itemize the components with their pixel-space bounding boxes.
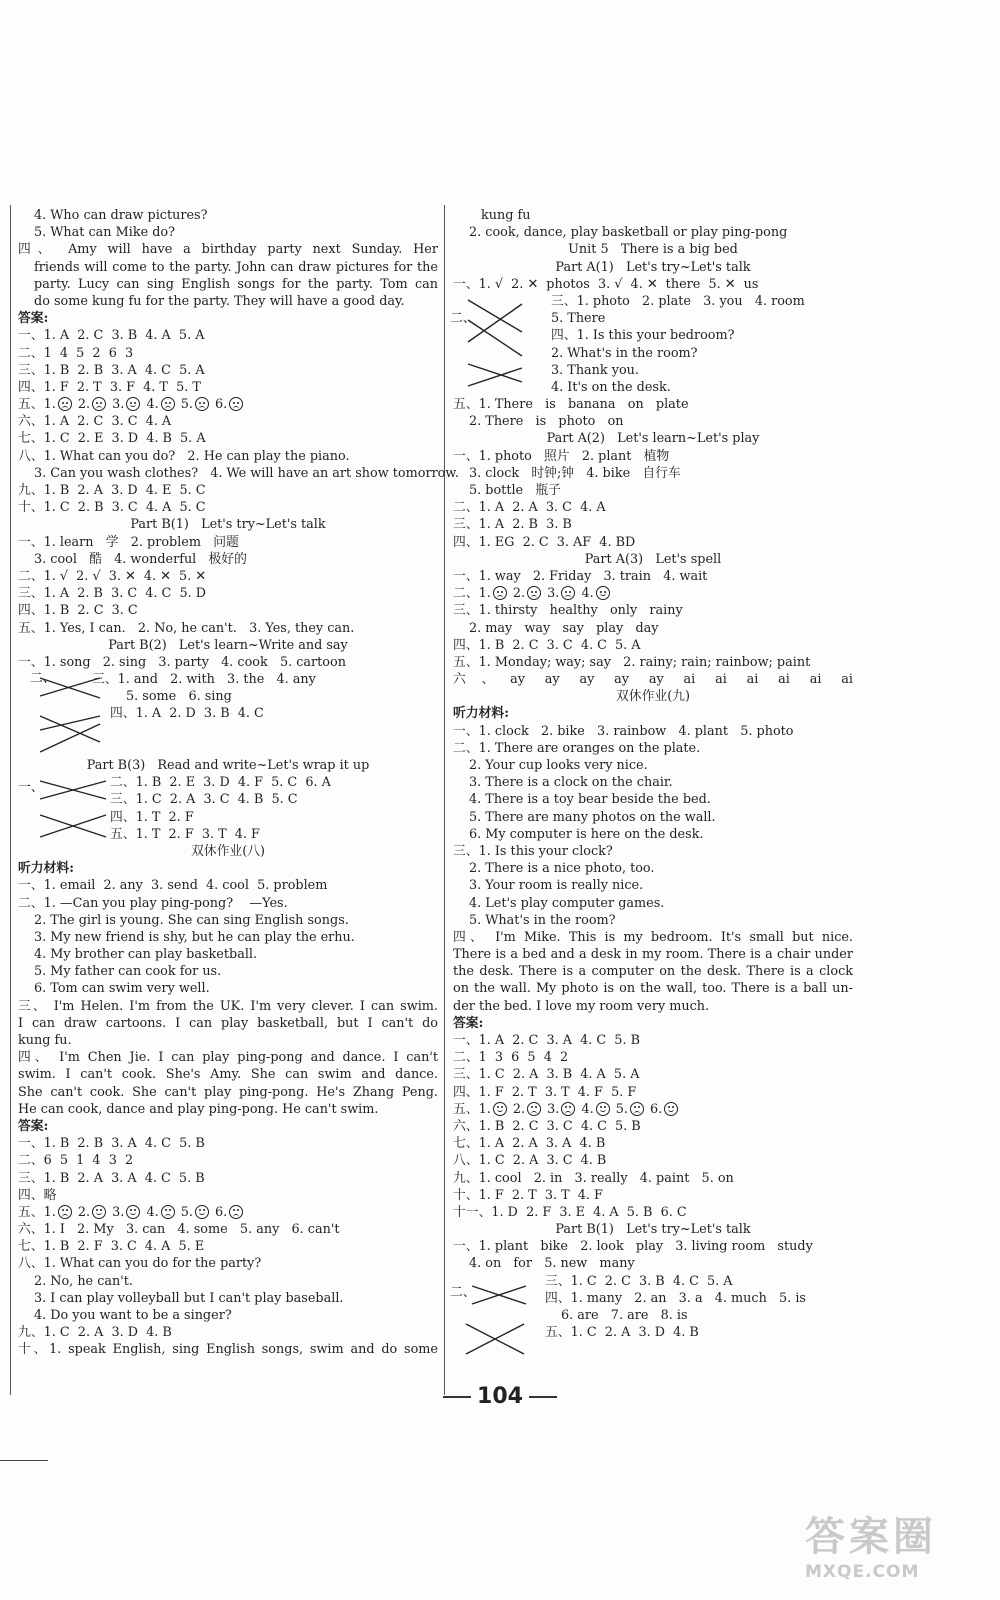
answer-line: 一、1. learn 学 2. problem 问题 — [18, 534, 239, 550]
answer-line: 一、1. A 2. C 3. B 4. A 5. A — [18, 328, 205, 344]
answer-line: 五、1. Yes, I can. 2. No, he can't. 3. Yes, they can. — [18, 620, 355, 636]
answer-line: der the bed. I love my room very much. — [453, 998, 710, 1014]
answer-line: 6. My computer is here on the desk. — [469, 826, 704, 842]
sad-face-icon — [561, 1102, 575, 1116]
answer-text: 3. — [108, 1204, 125, 1220]
answer-line: 三、 I'm Helen. I'm from the UK. I'm very clever. I can swim. — [18, 998, 438, 1014]
answer-text: 4. — [577, 1101, 594, 1117]
answer-line: 一、1. A 2. C 3. A 4. C 5. B — [453, 1033, 640, 1048]
answer-line: 5. What can Mike do? — [34, 225, 175, 241]
answer-line: do some kung fu for the party. They will have a good day. — [34, 293, 405, 309]
answer-line: 5. bottle 瓶子 — [469, 483, 561, 498]
watermark-logo — [805, 1505, 990, 1593]
answer-line: 三、1. A 2. B 3. B — [453, 517, 572, 533]
answer-line: 二、1. —Can you play ping-pong? —Yes. — [18, 895, 288, 911]
answer-line: 十、1. F 2. T 3. T 4. F — [453, 1187, 603, 1203]
answer-text: 2. — [508, 586, 526, 602]
answer-line: 4. There is a toy bear beside the bed. — [469, 792, 711, 808]
answer-line: 双休作业(九) — [616, 689, 690, 705]
answer-text: 3. — [543, 586, 560, 602]
answer-text: 5. — [176, 397, 193, 413]
smiley-face-icon — [195, 1205, 209, 1219]
answer-line: 2. may way say play day — [469, 620, 659, 636]
smiley-face-icon — [596, 586, 610, 600]
answer-line: 一、1. photo 照片 2. plant 植物 — [453, 448, 670, 464]
answer-line: 3. clock 时钟;钟 4. bike 自行车 — [469, 465, 681, 481]
answer-line: 六、1. A 2. C 3. C 4. A — [18, 414, 172, 430]
answer-line: 5. There — [551, 311, 606, 327]
answer-line: He can cook, dance and play ping-pong. He can't swim. — [18, 1101, 379, 1117]
answer-line: 二、1. There are oranges on the plate. — [453, 740, 701, 756]
sad-face-icon — [92, 397, 106, 411]
matching-lines-left-b3 — [18, 775, 113, 845]
answer-line: 七、1. B 2. F 3. C 4. A 5. E — [18, 1239, 205, 1255]
answer-line: 二、1. A 2. A 3. C 4. A — [453, 500, 606, 516]
answer-line: 二、1 3 6 5 4 2 — [453, 1050, 569, 1066]
sad-face-icon — [58, 1205, 72, 1219]
answer-line: 四、1. B 2. C 3. C — [18, 603, 138, 619]
answer-line: 四、1. Is this your bedroom? — [551, 328, 735, 344]
answer-line: 四、1. many 2. an 3. a 4. much 5. is — [545, 1290, 806, 1306]
answer-text: 4. — [142, 1204, 159, 1220]
answer-line: 六、ay ay ay ay ay ai ai ai ai ai ai — [453, 672, 853, 688]
answer-line: 6. are 7. are 8. is — [561, 1308, 688, 1323]
answer-line: 四、略 — [18, 1187, 57, 1203]
answer-line: 3. I can play volleyball but I can't play baseball. — [34, 1290, 344, 1306]
answer-line: 三、1. and 2. with 3. the 4. any — [92, 672, 316, 688]
answer-line: 2. There is a nice photo, too. — [469, 861, 655, 877]
sad-face-icon — [527, 1102, 541, 1116]
answer-line: 四、1. F 2. T 3. F 4. T 5. T — [18, 379, 201, 395]
answer-line: Part A(3) Let's spell — [584, 551, 722, 567]
answer-line: 五、1. Monday; way; say 2. rainy; rain; rainbow; paint — [453, 654, 811, 670]
answer-line — [453, 1101, 853, 1118]
answer-line: 四、1. F 2. T 3. T 4. F 5. F — [453, 1084, 637, 1100]
matching-lines-right-a1 — [450, 290, 530, 400]
sad-face-icon — [229, 397, 243, 411]
watermark-mark: 答案圈 — [805, 1514, 937, 1560]
answer-text: 2. — [73, 1204, 91, 1220]
answer-line: kung fu. — [18, 1033, 72, 1048]
answer-line: 答案: — [18, 311, 49, 327]
answer-line: 4. Let's play computer games. — [469, 895, 665, 911]
answer-line: 三、1. C 2. A 3. B 4. A 5. A — [453, 1067, 640, 1083]
answer-line — [18, 396, 438, 413]
answer-text: 2. — [73, 397, 91, 413]
answer-text: 4. — [577, 586, 594, 602]
answer-line: 七、1. A 2. A 3. A 4. B — [453, 1136, 606, 1152]
answer-line: 一、1. plant bike 2. look play 3. living room study — [453, 1239, 813, 1255]
answer-line: 一、1. way 2. Friday 3. train 4. wait — [453, 568, 708, 584]
answer-line: 十、1. speak English, sing English songs, swim and do some — [18, 1342, 438, 1358]
answer-line: 2. No, he can't. — [34, 1273, 133, 1289]
answer-line: 九、1. B 2. A 3. D 4. E 5. C — [18, 483, 206, 498]
answer-line: the desk. There is a computer on the desk. There is a clock — [453, 964, 853, 980]
smiley-face-icon — [664, 1102, 678, 1116]
answer-line: 2. cook, dance, play basketball or play ping-pong — [469, 225, 788, 241]
answer-line: 八、1. What can you do? 2. He can play the piano. — [18, 448, 350, 464]
sad-face-icon — [229, 1205, 243, 1219]
answer-text: 5. — [176, 1204, 193, 1220]
answer-text: 4. — [142, 397, 159, 413]
answer-line: 5. There are many photos on the wall. — [469, 809, 716, 825]
answer-line: 答案: — [18, 1118, 49, 1134]
answer-line: 四、1. A 2. D 3. B 4. C — [110, 706, 264, 722]
answer-line: 4. Who can draw pictures? — [34, 208, 208, 223]
answer-line: 二、1 4 5 2 6 3 — [18, 345, 134, 361]
answer-line: 三、1. A 2. B 3. C 4. C 5. D — [18, 586, 207, 602]
matching-label: 二、 — [30, 671, 56, 686]
answer-line: 六、1. B 2. C 3. C 4. C 5. B — [453, 1118, 641, 1134]
answer-line: 四、1. EG 2. C 3. AF 4. BD — [453, 534, 636, 550]
answer-line: Part B(1) Let's try~Let's talk — [130, 517, 326, 533]
answer-line: 2. What's in the room? — [551, 345, 698, 361]
smiley-face-icon — [126, 1205, 140, 1219]
answer-line: 三、1. C 2. A 3. C 4. B 5. C — [110, 792, 298, 808]
answer-line: 5. My father can cook for us. — [34, 964, 222, 980]
answer-line: 二、6 5 1 4 3 2 — [18, 1153, 134, 1169]
answer-line: 九、1. C 2. A 3. D 4. B — [18, 1325, 172, 1341]
answer-line: 3. Can you wash clothes? 4. We will have an art show tomorrow. — [34, 465, 459, 481]
answer-line: 十、1. C 2. B 3. C 4. A 5. C — [18, 500, 206, 516]
answer-line: 五、1. T 2. F 3. T 4. F — [110, 826, 260, 842]
answer-line: Part B(2) Let's learn~Write and say — [108, 637, 348, 653]
answer-text: 五、1. — [18, 1204, 56, 1220]
answer-line: 4. Do you want to be a singer? — [34, 1308, 232, 1323]
answer-line: 4. on for 5. new many — [469, 1256, 635, 1272]
answer-line: 一、1. B 2. B 3. A 4. C 5. B — [18, 1136, 205, 1152]
smiley-face-icon — [596, 1102, 610, 1116]
matching-label: 二、 — [450, 1285, 476, 1300]
sad-face-icon — [493, 586, 507, 600]
answer-line: 四、 Amy will have a birthday party next Sunday. Her — [18, 242, 438, 258]
column-rule-left — [10, 205, 11, 1395]
answer-line: 一、1. song 2. sing 3. party 4. cook 5. cartoon — [18, 654, 346, 670]
answer-line: 九、1. cool 2. in 3. really 4. paint 5. on — [453, 1170, 734, 1186]
answer-text: 二、1. — [453, 586, 491, 602]
answer-line: 一、1. √ 2. ✕ photos 3. √ 4. ✕ there 5. ✕ us — [453, 276, 759, 292]
answer-line: 六、1. I 2. My 3. can 4. some 5. any 6. can't — [18, 1222, 340, 1238]
answer-line: Part A(2) Let's learn~Let's play — [546, 431, 760, 447]
answer-line: 双休作业(八) — [191, 843, 265, 859]
answer-line: 一、1. email 2. any 3. send 4. cool 5. problem — [18, 878, 328, 894]
answer-line: 4. It's on the desk. — [551, 379, 671, 395]
answer-line: 四、1. T 2. F — [110, 809, 194, 825]
answer-line: 5. What's in the room? — [469, 912, 616, 928]
answer-line: Part B(3) Read and write~Let's wrap it up — [86, 758, 370, 773]
answer-line: 4. My brother can play basketball. — [34, 947, 258, 963]
answer-line: 3. Thank you. — [551, 362, 639, 378]
watermark-url: MXQE.COM — [805, 1562, 920, 1582]
answer-line: 三、1. Is this your clock? — [453, 843, 613, 859]
answer-line: There is a bed and a desk in my room. There is a chair under — [453, 947, 853, 963]
answer-text: 3. — [543, 1101, 560, 1117]
answer-text: 2. — [508, 1101, 526, 1117]
answer-text: 3. — [108, 397, 125, 413]
answer-line: 三、1. B 2. B 3. A 4. C 5. A — [18, 362, 205, 378]
column-rule-middle — [444, 205, 445, 1395]
answer-line: 2. The girl is young. She can sing English songs. — [34, 912, 349, 928]
answer-line: I can draw cartoons. I can play basketball, but I can't do — [18, 1015, 438, 1031]
answer-line: 听力材料: — [18, 861, 74, 877]
smiley-face-icon — [126, 397, 140, 411]
answer-line: 答案: — [453, 1015, 484, 1031]
answer-line: 听力材料: — [453, 706, 509, 722]
answer-line: 6. Tom can swim very well. — [34, 981, 210, 997]
answer-line: 3. Your room is really nice. — [469, 878, 644, 894]
answer-line: on the wall. My photo is on the wall, too. There is a ball un- — [453, 981, 853, 997]
answer-line: Part B(1) Let's try~Let's talk — [555, 1222, 751, 1238]
answer-line: swim. I can't cook. She's Amy. She can swim and dance. — [18, 1067, 438, 1083]
answer-text: 6. — [645, 1101, 663, 1117]
answer-line: 四、1. B 2. C 3. C 4. C 5. A — [453, 637, 641, 653]
sad-face-icon — [161, 1205, 175, 1219]
answer-line: 十一、1. D 2. F 3. E 4. A 5. B 6. C — [453, 1204, 687, 1220]
smiley-face-icon — [92, 1205, 106, 1219]
sad-face-icon — [58, 397, 72, 411]
answer-text: 6. — [210, 1204, 228, 1220]
answer-line: friends will come to the party. John can draw pictures for the — [34, 259, 438, 275]
answer-line: 3. There is a clock on the chair. — [469, 775, 673, 791]
matching-lines-left-b2 — [30, 668, 108, 760]
answer-line: 四、 I'm Chen Jie. I can play ping-pong and dance. I can't — [18, 1050, 438, 1066]
answer-line: kung fu — [481, 208, 531, 223]
answer-line: 5. some 6. sing — [126, 689, 232, 705]
answer-line — [453, 585, 853, 602]
answer-text: 6. — [210, 397, 228, 413]
footer-rule — [0, 1460, 48, 1461]
answer-line: 五、1. C 2. A 3. D 4. B — [545, 1325, 699, 1341]
answer-text: 5. — [611, 1101, 628, 1117]
sad-face-icon — [527, 586, 541, 600]
matching-label: 一、 — [18, 780, 44, 795]
answer-line: Unit 5 There is a big bed — [568, 242, 738, 258]
answer-line: 五、1. There is banana on plate — [453, 397, 689, 413]
answer-line: 一、1. clock 2. bike 3. rainbow 4. plant 5. photo — [453, 723, 794, 739]
answer-line: 七、1. C 2. E 3. D 4. B 5. A — [18, 431, 206, 447]
answer-line: 2. Your cup looks very nice. — [469, 758, 648, 773]
sad-face-icon — [161, 397, 175, 411]
smiley-face-icon — [493, 1102, 507, 1116]
answer-line: 四、 I'm Mike. This is my bedroom. It's small but nice. — [453, 929, 853, 945]
answer-line — [18, 1204, 438, 1221]
matching-label: 二、 — [450, 311, 476, 326]
answer-line: 二、1. √ 2. √ 3. ✕ 4. ✕ 5. ✕ — [18, 568, 206, 584]
answer-line: She can't cook. She can't play ping-pong. He's Zhang Peng. — [18, 1084, 438, 1100]
answer-line: Part A(1) Let's try~Let's talk — [555, 259, 751, 275]
sad-face-icon — [630, 1102, 644, 1116]
answer-text: 五、1. — [18, 397, 56, 413]
answer-line: 3. My new friend is shy, but he can play the erhu. — [34, 929, 355, 945]
answer-line: 三、1. C 2. C 3. B 4. C 5. A — [545, 1273, 733, 1289]
answer-line: 八、1. C 2. A 3. C 4. B — [453, 1153, 607, 1169]
answer-line: party. Lucy can sing English songs for the party. Tom can — [34, 276, 438, 292]
answer-line: 三、1. thirsty healthy only rainy — [453, 603, 683, 619]
answer-line: 八、1. What can you do for the party? — [18, 1256, 262, 1272]
sad-face-icon — [195, 397, 209, 411]
answer-line: 二、1. B 2. E 3. D 4. F 5. C 6. A — [110, 775, 331, 791]
answer-text: 五、1. — [453, 1101, 491, 1117]
answer-line: 三、1. photo 2. plate 3. you 4. room — [551, 293, 805, 309]
sad-face-icon — [561, 586, 575, 600]
answer-line: 3. cool 酷 4. wonderful 极好的 — [34, 551, 247, 567]
page-number: 104 — [420, 1384, 580, 1409]
answer-line: 三、1. B 2. A 3. A 4. C 5. B — [18, 1170, 205, 1186]
matching-lines-right-b1 — [450, 1278, 532, 1360]
answer-line: 2. There is photo on — [469, 414, 624, 430]
